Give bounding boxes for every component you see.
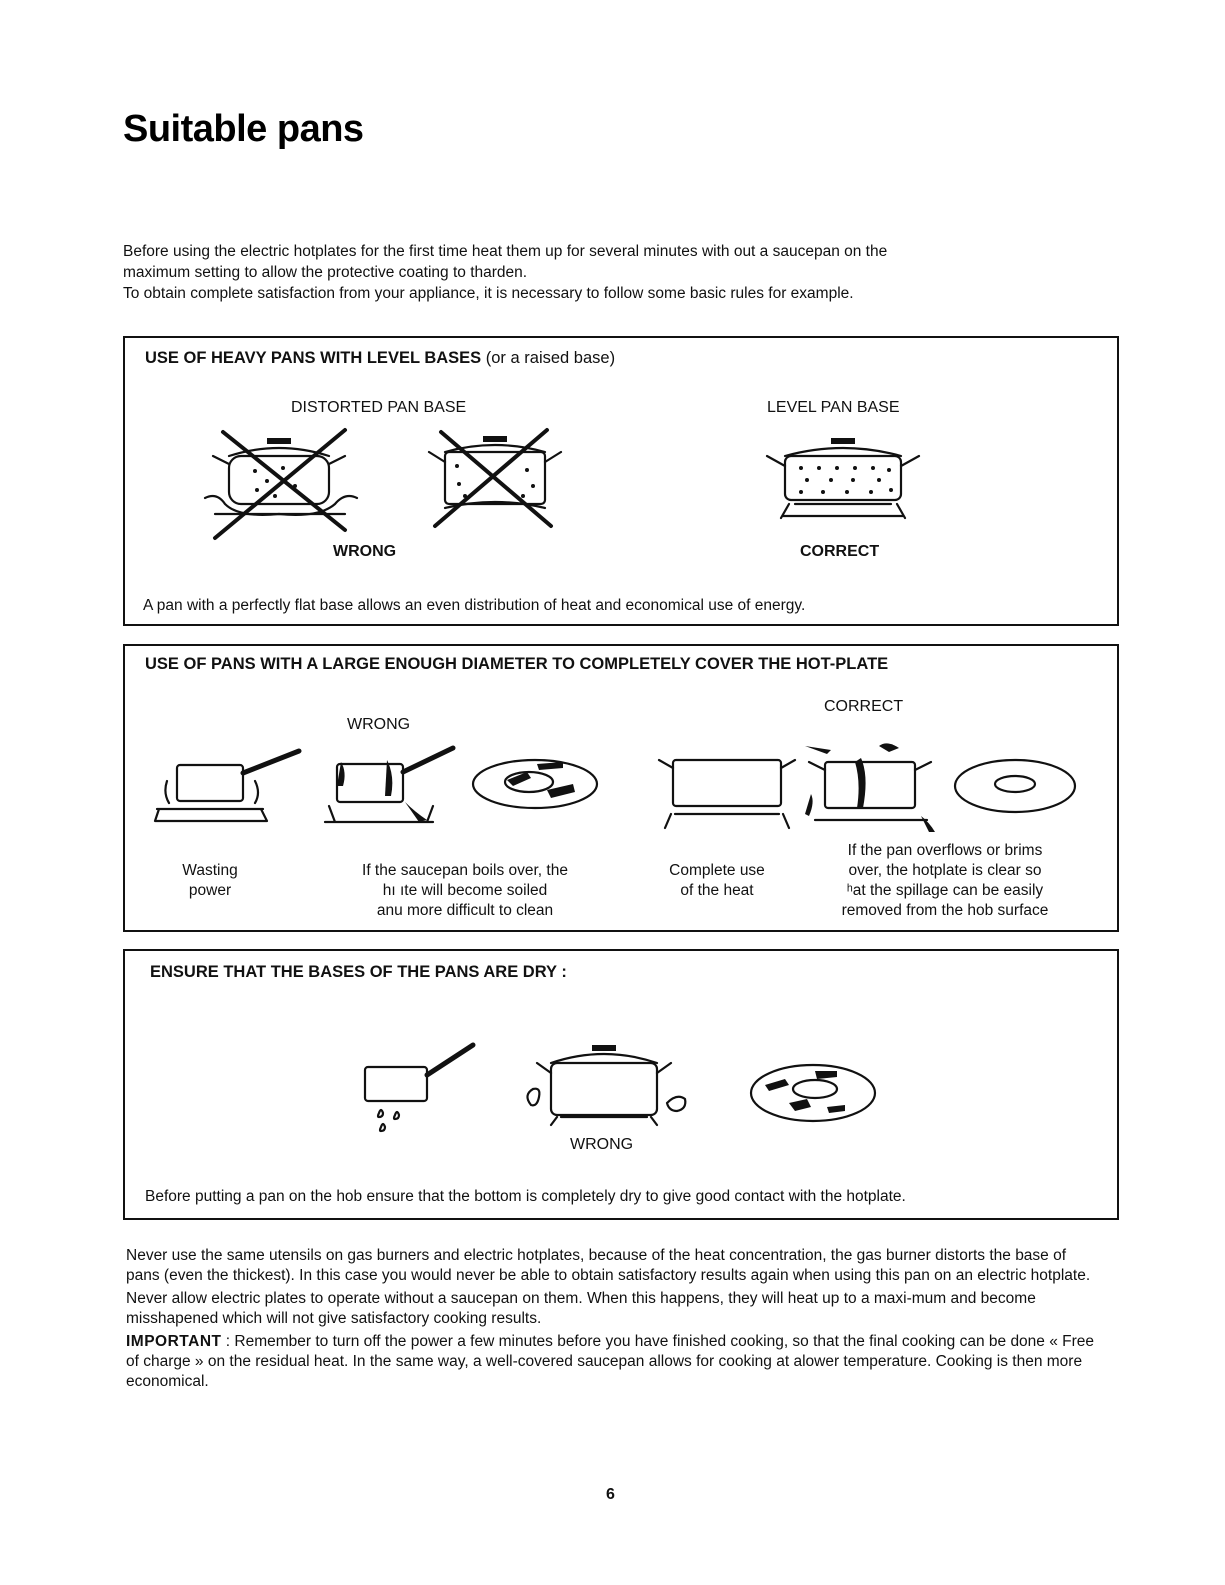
box3-footer: Before putting a pan on the hob ensure that the bottom is completely dry to give good contact with the hotplate. (145, 1188, 906, 1205)
important-text: : Remember to turn off the power a few minutes before you have finished cooking, so that the final cooking can be done « Free of charge » on the residual heat. In the same way, a well-covered saucepan allows for cooking at alower temperature. Cooking is then more economical. (126, 1333, 1095, 1390)
spotted-plate-icon (745, 1059, 885, 1129)
caption-boils-over (325, 861, 605, 921)
caption-boils-over-line-2: hı ıte will become soiled (382, 882, 548, 899)
box1-correct-label: CORRECT (800, 543, 880, 560)
box2-correct-label: CORRECT (824, 698, 904, 715)
distorted-label: DISTORTED PAN BASE (291, 399, 467, 416)
distorted-pan-icon-1 (195, 426, 365, 546)
caption-overflows-line-4: removed from the hob surface (841, 902, 1049, 919)
box3-title: ENSURE THAT THE BASES OF THE PANS ARE DRY : (150, 963, 567, 981)
intro-line-1: Before using the electric hotplates for the first time heat them up for several minutes with out a saucepan on the (123, 243, 888, 260)
note-gas-burners: Never use the same utensils on gas burners and electric hotplates, because of the heat concentration, the gas burner distorts the base of pans (even the thickest). In this case you would never be able to obtain satisfactory results again when using this pan on an electric hotplate. (126, 1247, 1091, 1284)
dripping-pan-icon (355, 1039, 485, 1139)
level-label: LEVEL PAN BASE (767, 399, 900, 416)
caption-overflows-line-3: ʰat the spillage can be easily (846, 882, 1044, 899)
large-pan-icon (653, 754, 803, 834)
distorted-pan-icon-2 (415, 426, 575, 546)
caption-complete-use-line-1: Complete use (669, 862, 765, 879)
caption-complete-use (647, 861, 787, 901)
intro-line-2: maximum setting to allow the protective coating to tharden. (123, 264, 528, 281)
wet-pan-icon (517, 1037, 697, 1137)
box1-title-suffix: (or a raised base) (485, 349, 616, 367)
box-level-bases (123, 336, 1119, 626)
intro-line-3: To obtain complete satisfaction from your appliance, it is necessary to follow some basic rules for example. (123, 285, 854, 302)
caption-wasting-power-line-1: Wasting (182, 862, 238, 879)
caption-boils-over-line-3: anu more difficult to clean (376, 902, 554, 919)
note-important (126, 1332, 1098, 1392)
caption-overflows-line-2: over, the hotplate is clear so (848, 862, 1042, 879)
box1-wrong-label: WRONG (333, 543, 397, 560)
box1-title (145, 349, 615, 368)
box-diameter (123, 644, 1119, 932)
note-no-saucepan: Never allow electric plates to operate without a saucepan on them. When this happens, they will heat up to a maxi-mum and become misshapened which will not give satisfactory cooking results. (126, 1290, 1036, 1327)
bottom-notes (126, 1246, 1098, 1395)
caption-complete-use-line-2: of the heat (680, 882, 754, 899)
level-pan-icon (753, 434, 933, 534)
box1-footer: A pan with a perfectly flat base allows an even distribution of heat and economical use of energy. (143, 597, 806, 614)
box-dry-bases (123, 949, 1119, 1220)
box3-wrong-label: WRONG (570, 1136, 634, 1153)
intro-text (123, 241, 1113, 304)
caption-overflows (795, 841, 1095, 921)
important-label: IMPORTANT (126, 1333, 222, 1350)
clean-plate-icon (951, 756, 1081, 820)
page-number: 6 (606, 1486, 615, 1503)
caption-wasting-power-line-2: power (188, 882, 232, 899)
box1-title-text: USE OF HEAVY PANS WITH LEVEL BASES (145, 349, 482, 367)
small-pan-icon (155, 751, 315, 831)
overflowing-pan-icon (795, 732, 955, 836)
caption-boils-over-line-1: If the saucepan boils over, the (362, 862, 568, 879)
caption-wasting-power (155, 861, 265, 901)
page-title: Suitable pans (123, 108, 364, 150)
box2-wrong-label: WRONG (347, 716, 411, 733)
box2-title: USE OF PANS WITH A LARGE ENOUGH DIAMETER TO COMPLETELY COVER THE HOT-PLATE (145, 655, 889, 673)
soiled-plate-icon (467, 754, 607, 818)
caption-overflows-line-1: If the pan overflows or brims (847, 842, 1043, 859)
